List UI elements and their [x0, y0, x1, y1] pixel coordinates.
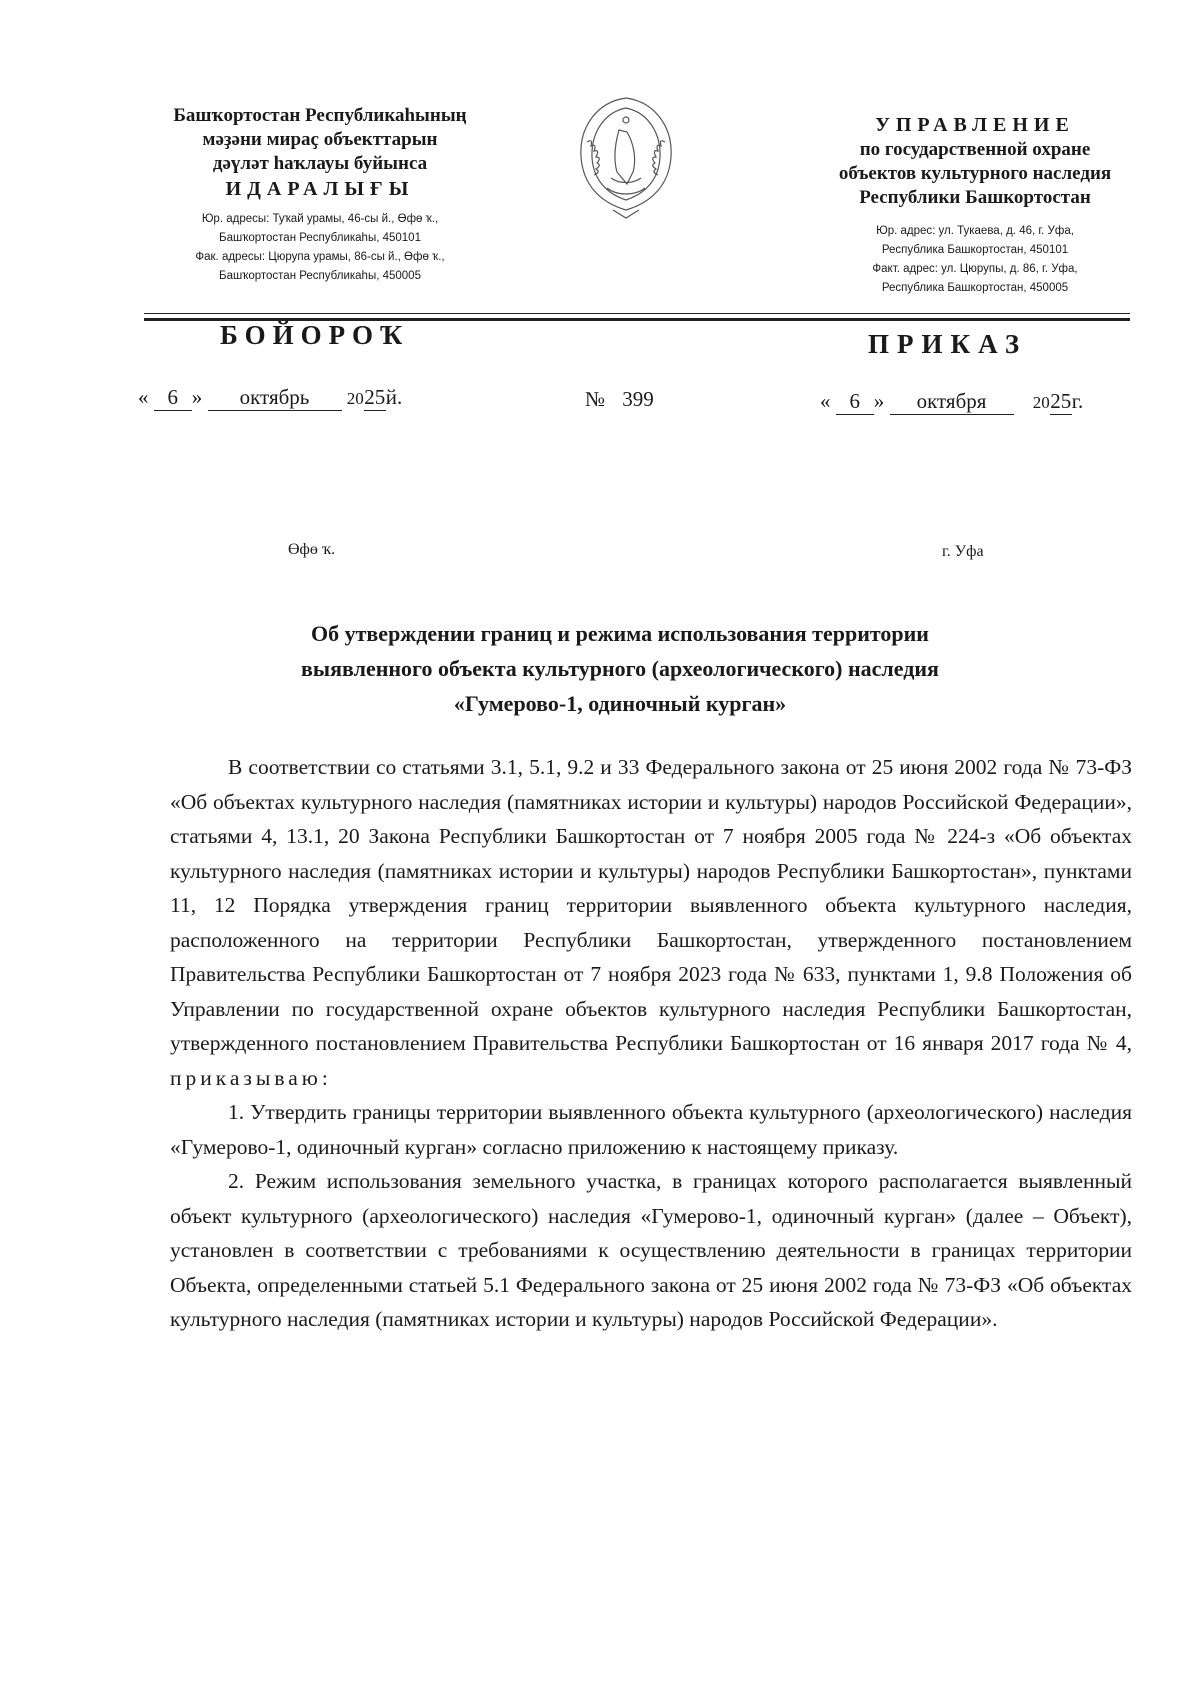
- date-suffix: г.: [1071, 389, 1084, 413]
- order-number-value: 399: [622, 387, 654, 411]
- header-right-addr2: Республика Башкортостан, 450101: [881, 244, 1069, 256]
- document-title-line2: выявленного объекта культурного (археологического) наследия: [301, 656, 939, 681]
- date-month: октября: [890, 388, 1014, 415]
- date-year-prefix: 20: [1032, 393, 1050, 412]
- date-year: 25: [1050, 389, 1072, 413]
- header-left: [130, 104, 510, 286]
- date-close-quote: »: [191, 385, 203, 409]
- document-body: [170, 750, 1132, 1337]
- date-close-quote: »: [873, 389, 885, 413]
- header-right-addr1: Юр. адрес: ул. Тукаева, д. 46, г. Уфа,: [876, 225, 1074, 237]
- document-title: [180, 616, 1060, 721]
- document-title-line3: «Гумерово-1, одиночный курган»: [453, 691, 787, 716]
- date-day: 6: [836, 388, 874, 415]
- date-suffix: й.: [385, 385, 403, 409]
- date-open-quote: «: [138, 385, 149, 409]
- paragraph-item-2: 2. Режим использования земельного участка, в границах которого располагается выявленный объект культурного (археологического) наследия «Гумерово-1, одиночный курган» (далее – Объект), установлен в соответствии с требованиями к осуществлению деятельности в границах территории Объекта, определенными статьей 5.1 Федерального закона от 25 июня 2002 года № 73-ФЗ «Об объектах культурного наследия (памятниках истории и культуры) народов Российской Федерации».: [170, 1169, 1132, 1331]
- date-day: 6: [154, 384, 192, 411]
- header-right-address: [775, 222, 1175, 298]
- order-number: [585, 386, 654, 412]
- header-right-addr4: Республика Башкортостан, 450005: [881, 282, 1069, 294]
- document-title-line1: Об утверждении границ и режима использования территории: [311, 621, 929, 646]
- header-left-line1: Башҡортостан Республикаһының: [173, 105, 467, 126]
- header-left-addr3: Фак. адресы: Цюрупа урамы, 86-сы й., Өфө ҡ.,: [195, 251, 445, 263]
- order-date-bashkir: [138, 384, 402, 412]
- paragraph-preamble: [170, 750, 1132, 1095]
- header-left-line2: мәҙәни мираҫ объекттарын: [202, 129, 438, 150]
- preamble-order-word: приказываю:: [170, 1065, 332, 1090]
- city-russian: г. Уфа: [942, 543, 984, 560]
- date-open-quote: «: [820, 389, 831, 413]
- header-right-line1: УПРАВЛЕНИЕ: [875, 114, 1075, 136]
- header-right-line2: по государственной охране: [859, 139, 1091, 160]
- header-right-line3: объектов культурного наследия: [838, 163, 1112, 184]
- header-left-address: [130, 210, 510, 286]
- header-right-line4: Республики Башкортостан: [859, 187, 1091, 208]
- header-left-line3: дәүләт һаҡлауы буйынса: [212, 153, 428, 174]
- order-title-russian: ПРИКАЗ: [868, 329, 1028, 359]
- coat-of-arms-emblem: [567, 92, 685, 220]
- date-year-prefix: 20: [346, 389, 364, 408]
- header-right-addr3: Факт. адрес: ул. Цюрупы, д. 86, г. Уфа,: [872, 263, 1078, 275]
- order-title-bashkir: БОЙОРОҠ: [220, 320, 410, 350]
- order-date-russian: [820, 388, 1083, 416]
- header-left-line4: ИДАРАЛЫҒЫ: [225, 178, 415, 200]
- order-number-label: №: [585, 387, 606, 411]
- date-month: октябрь: [208, 384, 342, 411]
- header-right: [775, 112, 1175, 298]
- header-left-addr1: Юр. адресы: Туҡай урамы, 46-сы й., Өфө ҡ.,: [201, 213, 439, 225]
- city-bashkir: Өфө ҡ.: [288, 541, 336, 558]
- preamble-text: В соответствии со статьями 3.1, 5.1, 9.2 и 33 Федерального закона от 25 июня 2002 года № 73-ФЗ «Об объектах культурного наследия (памятниках истории и культуры) народов Российской Федерации», статьями 4, 13.1, 20 Закона Республики Башкортостан от 7 ноября 2005 года № 224-з «Об объектах культурного наследия (памятниках истории и культуры) народов Республики Башкортостан», пунктами 11, 12 Порядка утверждения границ территории выявленного объекта культурного наследия, расположенного на территории Республики Башкортостан, утвержденного постановлением Правительства Республики Башкортостан от 7 ноября 2023 года № 633, пунктами 1, 9.8 Положения об Управлении по государственной охране объектов культурного наследия Республики Башкортостан, утвержденного постановлением Правительства Республики Башкортостан от 16 января 2017 года № 4,: [170, 755, 1132, 1055]
- header-divider-thin: [144, 313, 1130, 314]
- paragraph-item-1: 1. Утвердить границы территории выявленного объекта культурного (археологического) наследия «Гумерово-1, одиночный курган» согласно приложению к настоящему приказу.: [170, 1100, 1132, 1159]
- header-left-addr2: Башҡортостан Республикаһы, 450101: [219, 232, 421, 244]
- date-year: 25: [364, 385, 386, 409]
- header-left-addr4: Башҡортостан Республикаһы, 450005: [219, 270, 421, 282]
